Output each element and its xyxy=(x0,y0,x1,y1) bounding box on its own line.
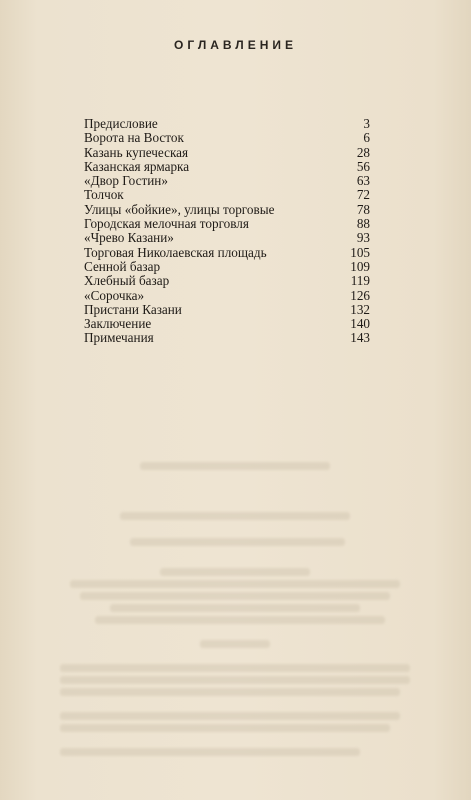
toc-entry-title: Пристани Казани xyxy=(84,301,182,317)
table-of-contents xyxy=(84,117,370,346)
toc-entry-page: 6 xyxy=(363,130,370,146)
toc-entry-page: 143 xyxy=(350,330,370,346)
toc-entry xyxy=(84,160,370,174)
toc-entry-title: Сенной базар xyxy=(84,258,161,274)
toc-entry-page: 78 xyxy=(356,201,370,217)
show-through-line xyxy=(130,538,345,546)
toc-entry-page: 3 xyxy=(363,116,370,131)
toc-entry-title: Улицы «бойкие», улицы торговые xyxy=(84,201,275,217)
toc-entry xyxy=(84,203,370,217)
toc-entry-title: Хлебный базар xyxy=(84,273,170,289)
toc-entry-page: 93 xyxy=(356,230,370,246)
toc-entry xyxy=(84,146,370,160)
toc-entry-page: 109 xyxy=(350,258,370,274)
toc-entry xyxy=(84,303,370,317)
show-through-line xyxy=(60,688,400,696)
toc-entry-page: 132 xyxy=(350,301,370,317)
toc-entry xyxy=(84,317,370,331)
toc-entry xyxy=(84,117,370,131)
show-through-line xyxy=(60,712,400,720)
show-through-line xyxy=(140,462,330,470)
show-through-line xyxy=(95,616,385,624)
toc-entry-page: 28 xyxy=(356,144,370,160)
toc-entry-title: Торговая Николаевская площадь xyxy=(84,244,267,260)
toc-entry xyxy=(84,217,370,231)
toc-entry-title: Казанская ярмарка xyxy=(84,158,190,174)
show-through-line xyxy=(60,664,410,672)
show-through-line xyxy=(60,748,360,756)
toc-entry xyxy=(84,246,370,260)
show-through-line xyxy=(110,604,360,612)
toc-entry-title: «Чрево Казани» xyxy=(84,230,174,246)
toc-entry-page: 63 xyxy=(356,173,370,189)
toc-entry-title: «Двор Гостин» xyxy=(84,173,168,189)
toc-entry-title: Казань купеческая xyxy=(84,144,189,160)
toc-entry-page: 126 xyxy=(350,287,370,303)
show-through-line xyxy=(160,568,310,576)
show-through-line xyxy=(80,592,390,600)
show-through-line xyxy=(60,724,390,732)
toc-entry-title: Ворота на Восток xyxy=(84,130,184,146)
toc-entry xyxy=(84,231,370,245)
toc-entry-title: «Сорочка» xyxy=(84,287,145,303)
toc-entry xyxy=(84,274,370,288)
toc-entry xyxy=(84,289,370,303)
show-through-line xyxy=(60,676,410,684)
toc-entry-title: Примечания xyxy=(84,330,154,346)
toc-entry xyxy=(84,331,370,345)
toc-entry-title: Толчок xyxy=(84,187,124,203)
toc-entry-page: 140 xyxy=(350,316,370,332)
toc-entry-title: Заключение xyxy=(84,316,152,332)
toc-entry-page: 72 xyxy=(356,187,370,203)
toc-entry-page: 119 xyxy=(350,273,370,289)
toc-entry-title: Городская мелочная торговля xyxy=(84,216,249,232)
toc-entry-title: Предисловие xyxy=(84,116,158,131)
show-through-line xyxy=(200,640,270,648)
page-title: ОГЛАВЛЕНИЕ xyxy=(173,38,297,52)
show-through-line xyxy=(120,512,350,520)
toc-entry-page: 88 xyxy=(356,216,370,232)
toc-entry xyxy=(84,260,370,274)
toc-entry-page: 105 xyxy=(350,244,370,260)
show-through-line xyxy=(70,580,400,588)
toc-entry xyxy=(84,131,370,145)
toc-entry-page: 56 xyxy=(356,158,370,174)
toc-entry xyxy=(84,174,370,188)
toc-entry xyxy=(84,188,370,202)
